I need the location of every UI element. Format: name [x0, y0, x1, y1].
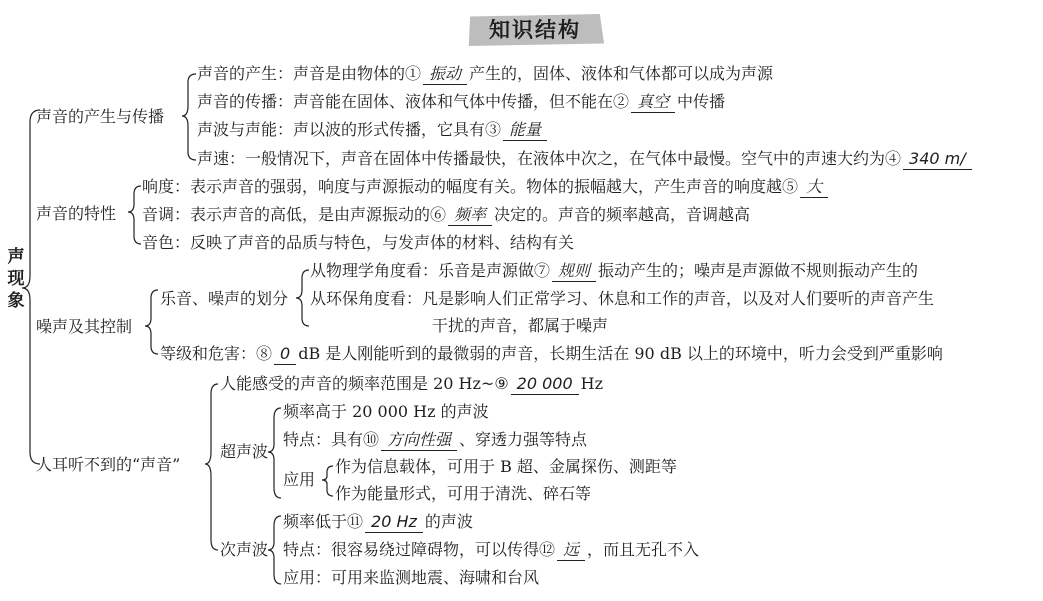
row-infrasound-application: 应用：可用来监测地震、海啸和台风 — [283, 568, 540, 587]
row-infrasound-features: 特点：很容易绕过障碍物，可以传得⑫ 远 ，而且无孔不入 — [283, 540, 700, 559]
row-ultrasound-app-energy: 作为能量形式，可用于清洗、碎石等 — [335, 484, 592, 503]
row-ultrasound-features: 特点：具有⑩ 方向性强 、穿透力强等特点 — [283, 430, 588, 449]
page-title: 知识结构 — [489, 18, 581, 42]
row-sound-propagation: 声音的传播：声音能在固体、液体和气体中传播，但不能在② 真空 中传播 — [197, 92, 726, 111]
root-label: 声 现 象 — [7, 247, 25, 311]
row-sound-speed: 声速：一般情况下，声音在固体中传播最快，在液体中次之，在气体中最慢。空气中的声速大约为④ 340 m/ — [197, 149, 974, 170]
section-label-inaudible: 人耳听不到的“声音” — [36, 455, 181, 474]
row-infrasound-frequency: 频率低于⑪ 20 Hz 的声波 — [283, 512, 473, 531]
row-noise-level: 等级和危害：⑧ 0 dB 是人刚能听到的最微弱的声音，长期生活在 90 dB 以上的环境中，听力会受到严重影响 — [160, 344, 943, 363]
blank-6: 频率 — [448, 205, 492, 226]
blank-12: 远 — [557, 540, 585, 561]
label-ultrasound: 超声波 — [220, 442, 269, 461]
row-sound-production: 声音的产生：声音是由物体的① 振动 产生的，固体、液体和气体都可以成为声源 — [197, 64, 774, 83]
row-environment-view: 从环保角度看：凡是影响人们正常学习、休息和工作的声音，以及对人们要听的声音产生 — [310, 289, 935, 308]
blank-3: 能量 — [503, 120, 547, 141]
section-label-noise: 噪声及其控制 — [36, 317, 133, 336]
label-infrasound: 次声波 — [220, 540, 269, 559]
blank-1: 振动 — [423, 64, 467, 85]
label-ultrasound-application: 应用 — [283, 470, 316, 489]
blank-9: 20 000 — [511, 374, 579, 395]
blank-7: 规则 — [552, 261, 596, 282]
row-environment-view-cont: 干扰的声音，都属于噪声 — [432, 316, 609, 335]
blank-5: 大 — [800, 177, 828, 198]
row-ultrasound-app-info: 作为信息载体，可用于 B 超、金属探伤、测距等 — [335, 457, 677, 476]
blank-10: 方向性强 — [381, 430, 457, 451]
sub-label-music-noise: 乐音、噪声的划分 — [160, 289, 289, 308]
row-frequency-range: 人能感受的声音的频率范围是 20 Hz~⑨ 20 000 Hz — [220, 374, 604, 393]
row-ultrasound-frequency: 频率高于 20 000 Hz 的声波 — [283, 402, 489, 421]
section-label-production: 声音的产生与传播 — [36, 107, 165, 126]
row-sound-energy: 声波与声能：声以波的形式传播，它具有③ 能量 — [197, 120, 549, 141]
row-timbre: 音色：反映了声音的品质与特色，与发声体的材料、结构有关 — [142, 233, 575, 252]
blank-2: 真空 — [631, 92, 675, 113]
blank-11: 20 Hz — [365, 512, 423, 533]
row-pitch: 音调：表示声音的高低，是由声源振动的⑥ 频率 决定的。声音的频率越高，音调越高 — [142, 205, 751, 224]
section-label-characteristics: 声音的特性 — [36, 204, 117, 223]
blank-4: 340 m/ — [903, 149, 972, 170]
blank-8: 0 — [274, 344, 296, 365]
row-physics-view: 从物理学角度看：乐音是声源做⑦ 规则 振动产生的；噪声是声源做不规则振动产生的 — [310, 261, 919, 280]
row-loudness: 响度：表示声音的强弱，响度与声源振动的幅度有关。物体的振幅越大，产生声音的响度越⑤ 大 — [142, 177, 830, 198]
